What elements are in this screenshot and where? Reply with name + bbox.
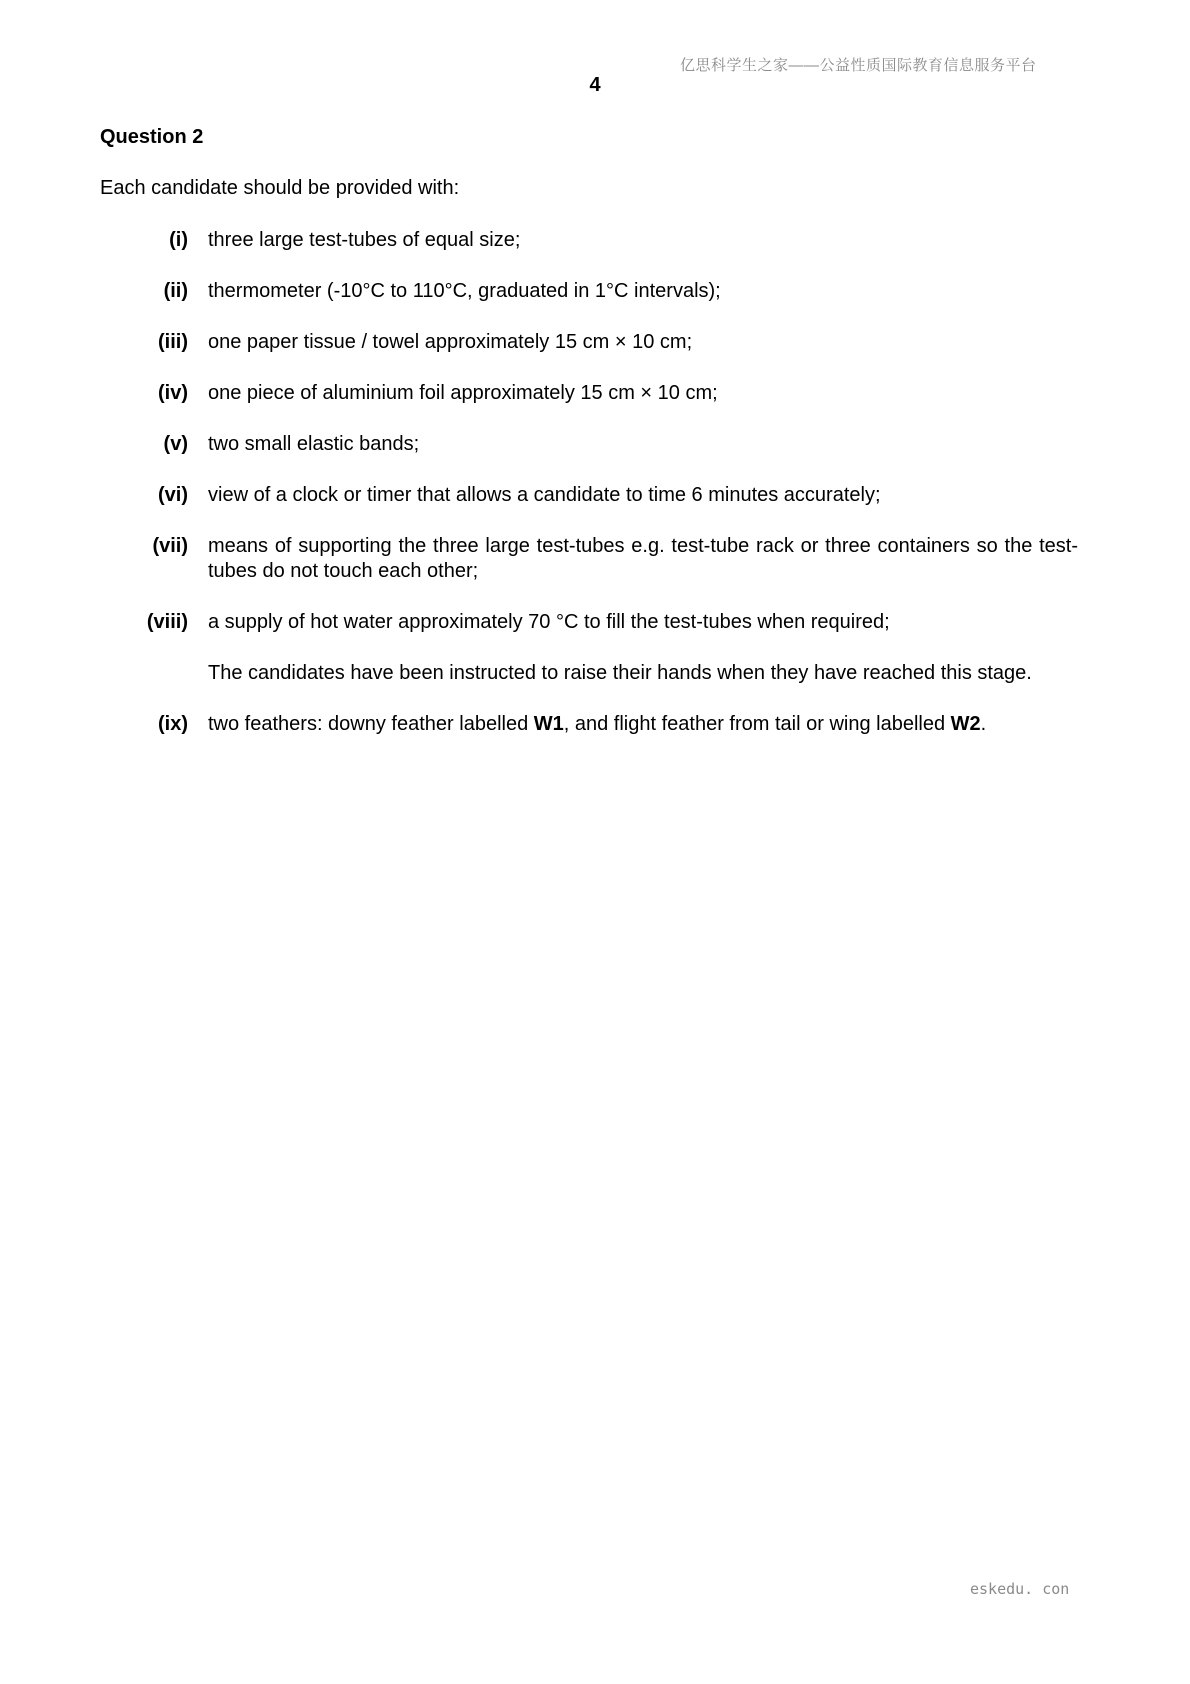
item-text: thermometer (-10°C to 110°C, graduated in 1°C intervals); bbox=[208, 280, 721, 302]
label-w2: W2 bbox=[950, 713, 981, 735]
page-number: 4 bbox=[589, 74, 601, 96]
list-item bbox=[0, 712, 1190, 737]
item-text: three large test-tubes of equal size; bbox=[208, 229, 521, 251]
item-note: The candidates have been instructed to raise their hands when they have reached this stage. bbox=[208, 662, 1032, 684]
header-watermark: 亿思科学生之家——公益性质国际教育信息服务平台 bbox=[680, 57, 1037, 74]
item-label: (vi) bbox=[158, 484, 188, 506]
question-title: Question 2 bbox=[100, 126, 204, 148]
apparatus-list bbox=[0, 228, 1190, 763]
item-label: (i) bbox=[169, 229, 188, 251]
item-label: (viii) bbox=[146, 611, 188, 633]
item-text: view of a clock or timer that allows a candidate to time 6 minutes accurately; bbox=[208, 484, 881, 506]
list-item bbox=[0, 279, 1190, 304]
footer-watermark: eskedu. con bbox=[970, 1580, 1070, 1598]
item-text: two small elastic bands; bbox=[208, 433, 420, 455]
item-text-part: , and flight feather from tail or wing labelled bbox=[563, 713, 951, 735]
item-text-part: two feathers: downy feather labelled bbox=[208, 713, 534, 735]
list-item bbox=[0, 330, 1190, 355]
question-intro: Each candidate should be provided with: bbox=[100, 177, 460, 199]
item-label: (iv) bbox=[158, 382, 188, 404]
list-item bbox=[0, 534, 1190, 584]
label-w1: W1 bbox=[533, 713, 564, 735]
item-label: (iii) bbox=[158, 331, 188, 353]
item-label: (ix) bbox=[158, 713, 188, 735]
item-label: (vii) bbox=[152, 535, 188, 557]
item-text-part: . bbox=[980, 713, 987, 735]
item-label: (v) bbox=[163, 433, 188, 455]
item-text: one piece of aluminium foil approximately 15 cm × 10 cm; bbox=[208, 382, 718, 404]
item-text: one paper tissue / towel approximately 15 cm × 10 cm; bbox=[208, 331, 693, 353]
item-text: a supply of hot water approximately 70 °C to fill the test-tubes when required; bbox=[208, 611, 890, 633]
list-item bbox=[0, 228, 1190, 253]
list-item bbox=[0, 610, 1190, 686]
list-item bbox=[0, 483, 1190, 508]
item-text: means of supporting the three large test-tubes e.g. test-tube rack or three containers so the test-tubes do not touch each other; bbox=[208, 535, 1078, 582]
item-text bbox=[208, 712, 1078, 737]
item-label: (ii) bbox=[163, 280, 188, 302]
list-item bbox=[0, 381, 1190, 406]
list-item bbox=[0, 432, 1190, 457]
